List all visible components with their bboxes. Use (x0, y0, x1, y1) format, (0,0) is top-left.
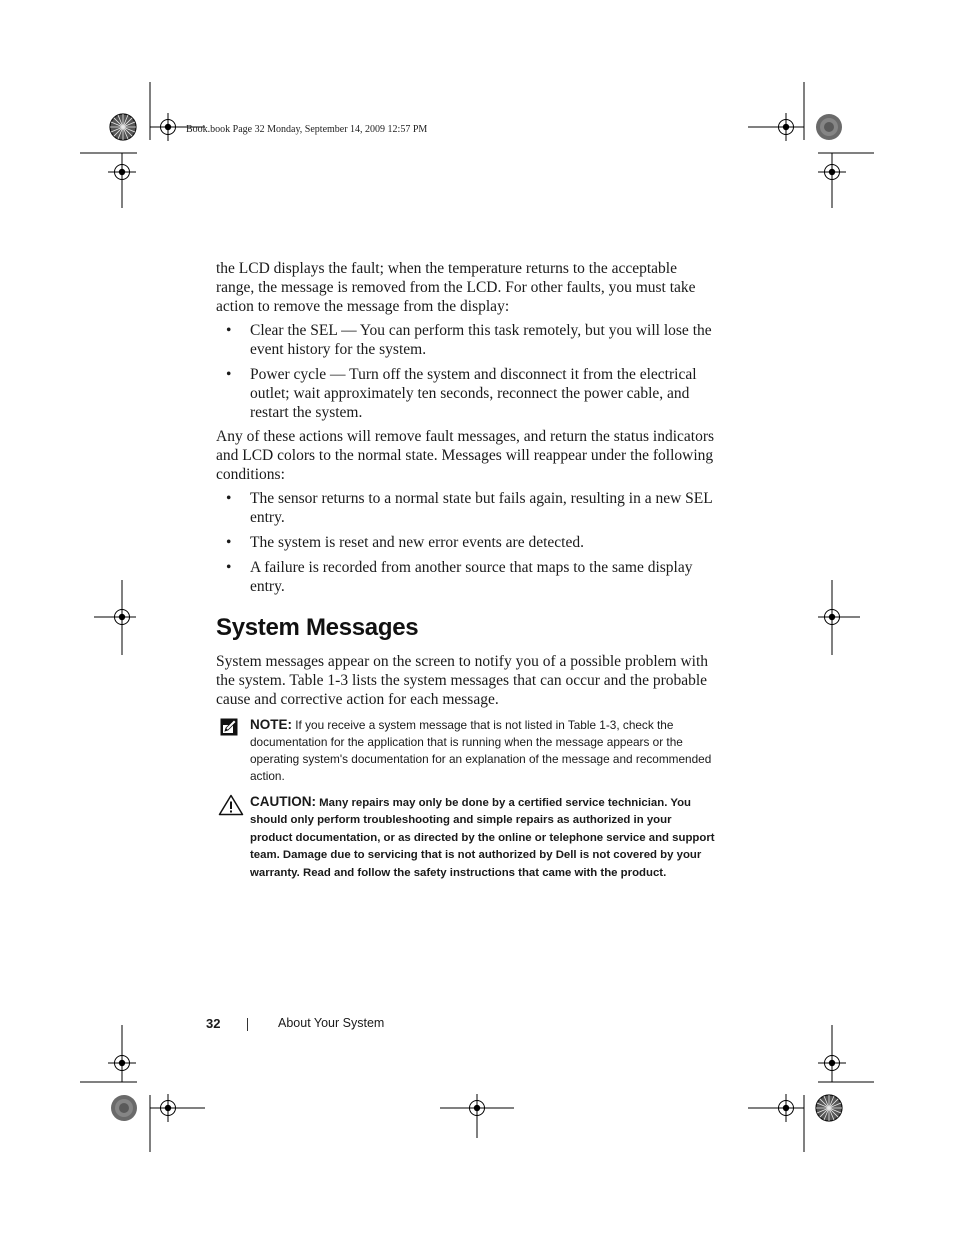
caution-label: CAUTION: (250, 794, 316, 809)
list-item (216, 366, 716, 422)
list-item (216, 322, 716, 360)
print-slug: Book.book Page 32 Monday, September 14, 2009 12:57 PM (186, 124, 428, 135)
list-item (216, 490, 716, 528)
footer-section-title: About Your System (278, 1016, 385, 1030)
note-pencil-icon (220, 718, 238, 736)
list-item (216, 559, 716, 597)
warning-triangle-icon (218, 794, 244, 816)
bullet-icon: • (226, 322, 232, 339)
list-item-text: Power cycle — Turn off the system and disconnect it from the electrical outlet; wait approximately ten seconds, reconnect the power cable, and restart the system. (250, 366, 697, 421)
note-label: NOTE: (250, 717, 292, 732)
footer-divider (247, 1018, 248, 1031)
bullet-icon: • (226, 534, 232, 551)
bullet-icon: • (226, 559, 232, 576)
section-heading: System Messages (216, 614, 419, 641)
list-item-text: A failure is recorded from another source that maps to the same display entry. (250, 559, 693, 595)
list-item-text: The system is reset and new error events are detected. (250, 534, 584, 551)
list-item (216, 534, 716, 553)
bullet-icon: • (226, 366, 232, 383)
bullet-icon: • (226, 490, 232, 507)
list-item-text: The sensor returns to a normal state but fails again, resulting in a new SEL entry. (250, 490, 713, 526)
note-text: If you receive a system message that is not listed in Table 1-3, check the documentation for the application that is running when the message appears or the operating system's documentation for an explanation of the message and recommended action. (250, 718, 712, 783)
system-messages-paragraph: System messages appear on the screen to notify you of a possible problem with the system. Table 1-3 lists the system messages that can occur and the probable cause and corrective action for each message. (216, 653, 709, 708)
intro-paragraph: the LCD displays the fault; when the temperature returns to the acceptable range, the message is removed from the LCD. For other faults, you must take action to remove the message from the display: (216, 260, 696, 315)
actions-summary-paragraph: Any of these actions will remove fault messages, and return the status indicators and LCD colors to the normal state. Messages will reappear under the following conditions: (216, 428, 715, 483)
page-number: 32 (206, 1016, 221, 1031)
list-item-text: Clear the SEL — You can perform this task remotely, but you will lose the event history for the system. (250, 322, 712, 358)
caution-text: Many repairs may only be done by a certified service technician. You should only perform troubleshooting and simple repairs as authorized in your product documentation, or as directed by the online or telephone service and support team. Damage due to servicing that is not authorized by Dell is not covered by your warranty. Read and follow the safety instructions that came with the product. (250, 797, 715, 879)
